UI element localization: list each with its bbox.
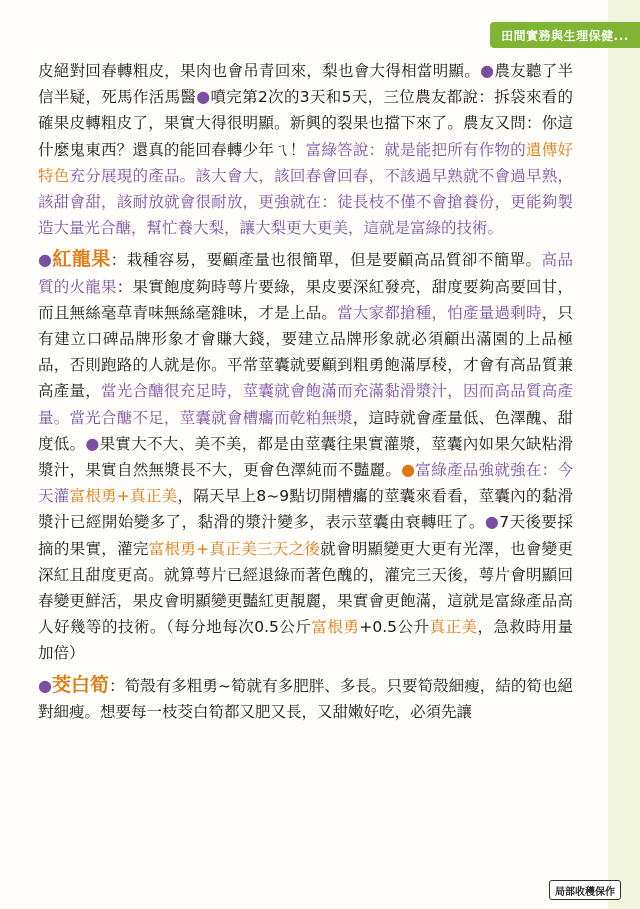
article-body — [38, 58, 573, 725]
text: 果實大不大、美不美，都是由莖囊往果實灌漿，莖囊內如果欠缺粘滑漿汁，果實自然無漿長不大，更會色澤純而不豔麗。 — [38, 434, 573, 480]
text: 農友聽了半信半疑，死馬作活馬醫 — [38, 62, 573, 107]
paragraph-pear-result — [38, 58, 573, 241]
bullet-icon: ● — [38, 250, 53, 270]
highlight-purple: 富綠產品強就強在：今天灌 — [38, 461, 573, 506]
highlight-purple: 當大家都搶種，怕產量過剩時 — [337, 303, 542, 322]
section-heading-water-bamboo: 茭白筍 — [52, 673, 110, 696]
bullet-icon: ● — [401, 460, 416, 480]
highlight-purple: 高品質的火龍果 — [38, 251, 573, 296]
paragraph-dragon-fruit — [38, 246, 573, 666]
text: ，急救時用量加倍） — [38, 618, 573, 663]
text: 就會明顯變更大更有光澤，也會變更深紅且甜度更高。就算萼片已經退綠而著色醜的，灌完三天後，萼片會明顯回春變更鮮活，果皮會明顯變更豔紅更靚麗，果實會更飽滿，這就是富綠產品高人好幾等的技術。（每分地每次0.5公斤 — [38, 539, 573, 637]
highlight-orange: 富根勇+真正美三天之後 — [148, 539, 321, 558]
highlight-purple: 當光合醣不足，莖囊就會槽癟而乾粕無漿 — [69, 408, 353, 427]
text: +0.5公升 — [359, 618, 430, 637]
bullet-icon: ● — [85, 433, 100, 453]
highlight-purple: 充分展現的產品。該大會大，該回春會回春，不該過早熟就不會過早熟，該甜會甜，該耐放就會很耐放，更強就在：徒長枝不僅不會搶養份，更能夠製造大量光合醣，幫忙養大梨，讓大梨更大更美，這就是富綠的技術。 — [38, 166, 573, 238]
highlight-orange: 真正美 — [429, 618, 478, 637]
section-header-title: 田間實務與生理保健... — [501, 28, 629, 43]
text: ，只有建立口碑品牌形象才會賺大錢，要建立品牌形象就必須顧出滿園的上品極品，否則跑路的人就是你。平常莖囊就要顧到粗勇飽滿厚稜，才會有高品質兼高產量， — [38, 303, 573, 401]
text: ：栽種容易，要顧產量也很簡單，但是要顧高品質卻不簡單。 — [110, 251, 542, 270]
highlight-orange: 遺傳好特色 — [38, 140, 573, 185]
text: 7天後要採摘的果實，灌完 — [38, 513, 573, 558]
text: ：筍殼有多粗勇~筍就有多肥胖、多長。只要筍殼細瘦，結的筍也絕對細瘦。想要每一枝茭白筍都又肥又長，又甜嫩好吃，必須先讓 — [38, 676, 573, 721]
text: 皮絕對回春轉粗皮，果肉也會吊青回來，梨也會大得相當明顯。 — [38, 62, 481, 80]
footer-label: 局部收穫保作 — [555, 886, 615, 898]
bullet-icon: ● — [38, 675, 53, 695]
highlight-orange: 富根勇+真正美 — [69, 487, 178, 506]
paragraph-water-bamboo — [38, 672, 573, 725]
text: ，這時就會產量低、色澤醜、甜度低。 — [38, 408, 573, 453]
bullet-icon: ● — [196, 87, 211, 107]
bullet-icon: ● — [484, 512, 500, 532]
text: 噴完第2次的3天和5天，三位農友都說：拆袋來看的確果皮轉粗皮了，果實大得很明顯。新興的裂果也擋下來了。農友又問：你這什麼鬼東西？還真的能回春轉少年ㄟ！ — [38, 88, 573, 159]
text: ，隔天早上8~9點切開槽癟的莖囊來看看，莖囊內的黏滑漿汁已經開始變多了，黏滑的漿汁變多，表示莖囊由衰轉旺了。 — [38, 487, 573, 532]
footer-label-box — [549, 880, 621, 900]
highlight-purple: 當光合醣很充足時，莖囊就會飽滿而充滿黏滑漿汁，因而高品質高產量。 — [38, 382, 573, 427]
side-margin-strip — [608, 0, 640, 909]
highlight-purple: 富綠答說：就是能把所有作物的 — [305, 140, 526, 159]
section-header-tab — [490, 22, 640, 48]
section-heading-dragon-fruit: 紅龍果 — [52, 248, 111, 271]
text: ：果實飽度夠時萼片要綠，果皮要深紅發亮，甜度要夠高要回甘，而且無絲毫草青味無絲毫雜味，才是上品。 — [38, 277, 573, 322]
bullet-icon: ● — [480, 61, 495, 80]
highlight-orange: 富根勇 — [311, 618, 360, 637]
